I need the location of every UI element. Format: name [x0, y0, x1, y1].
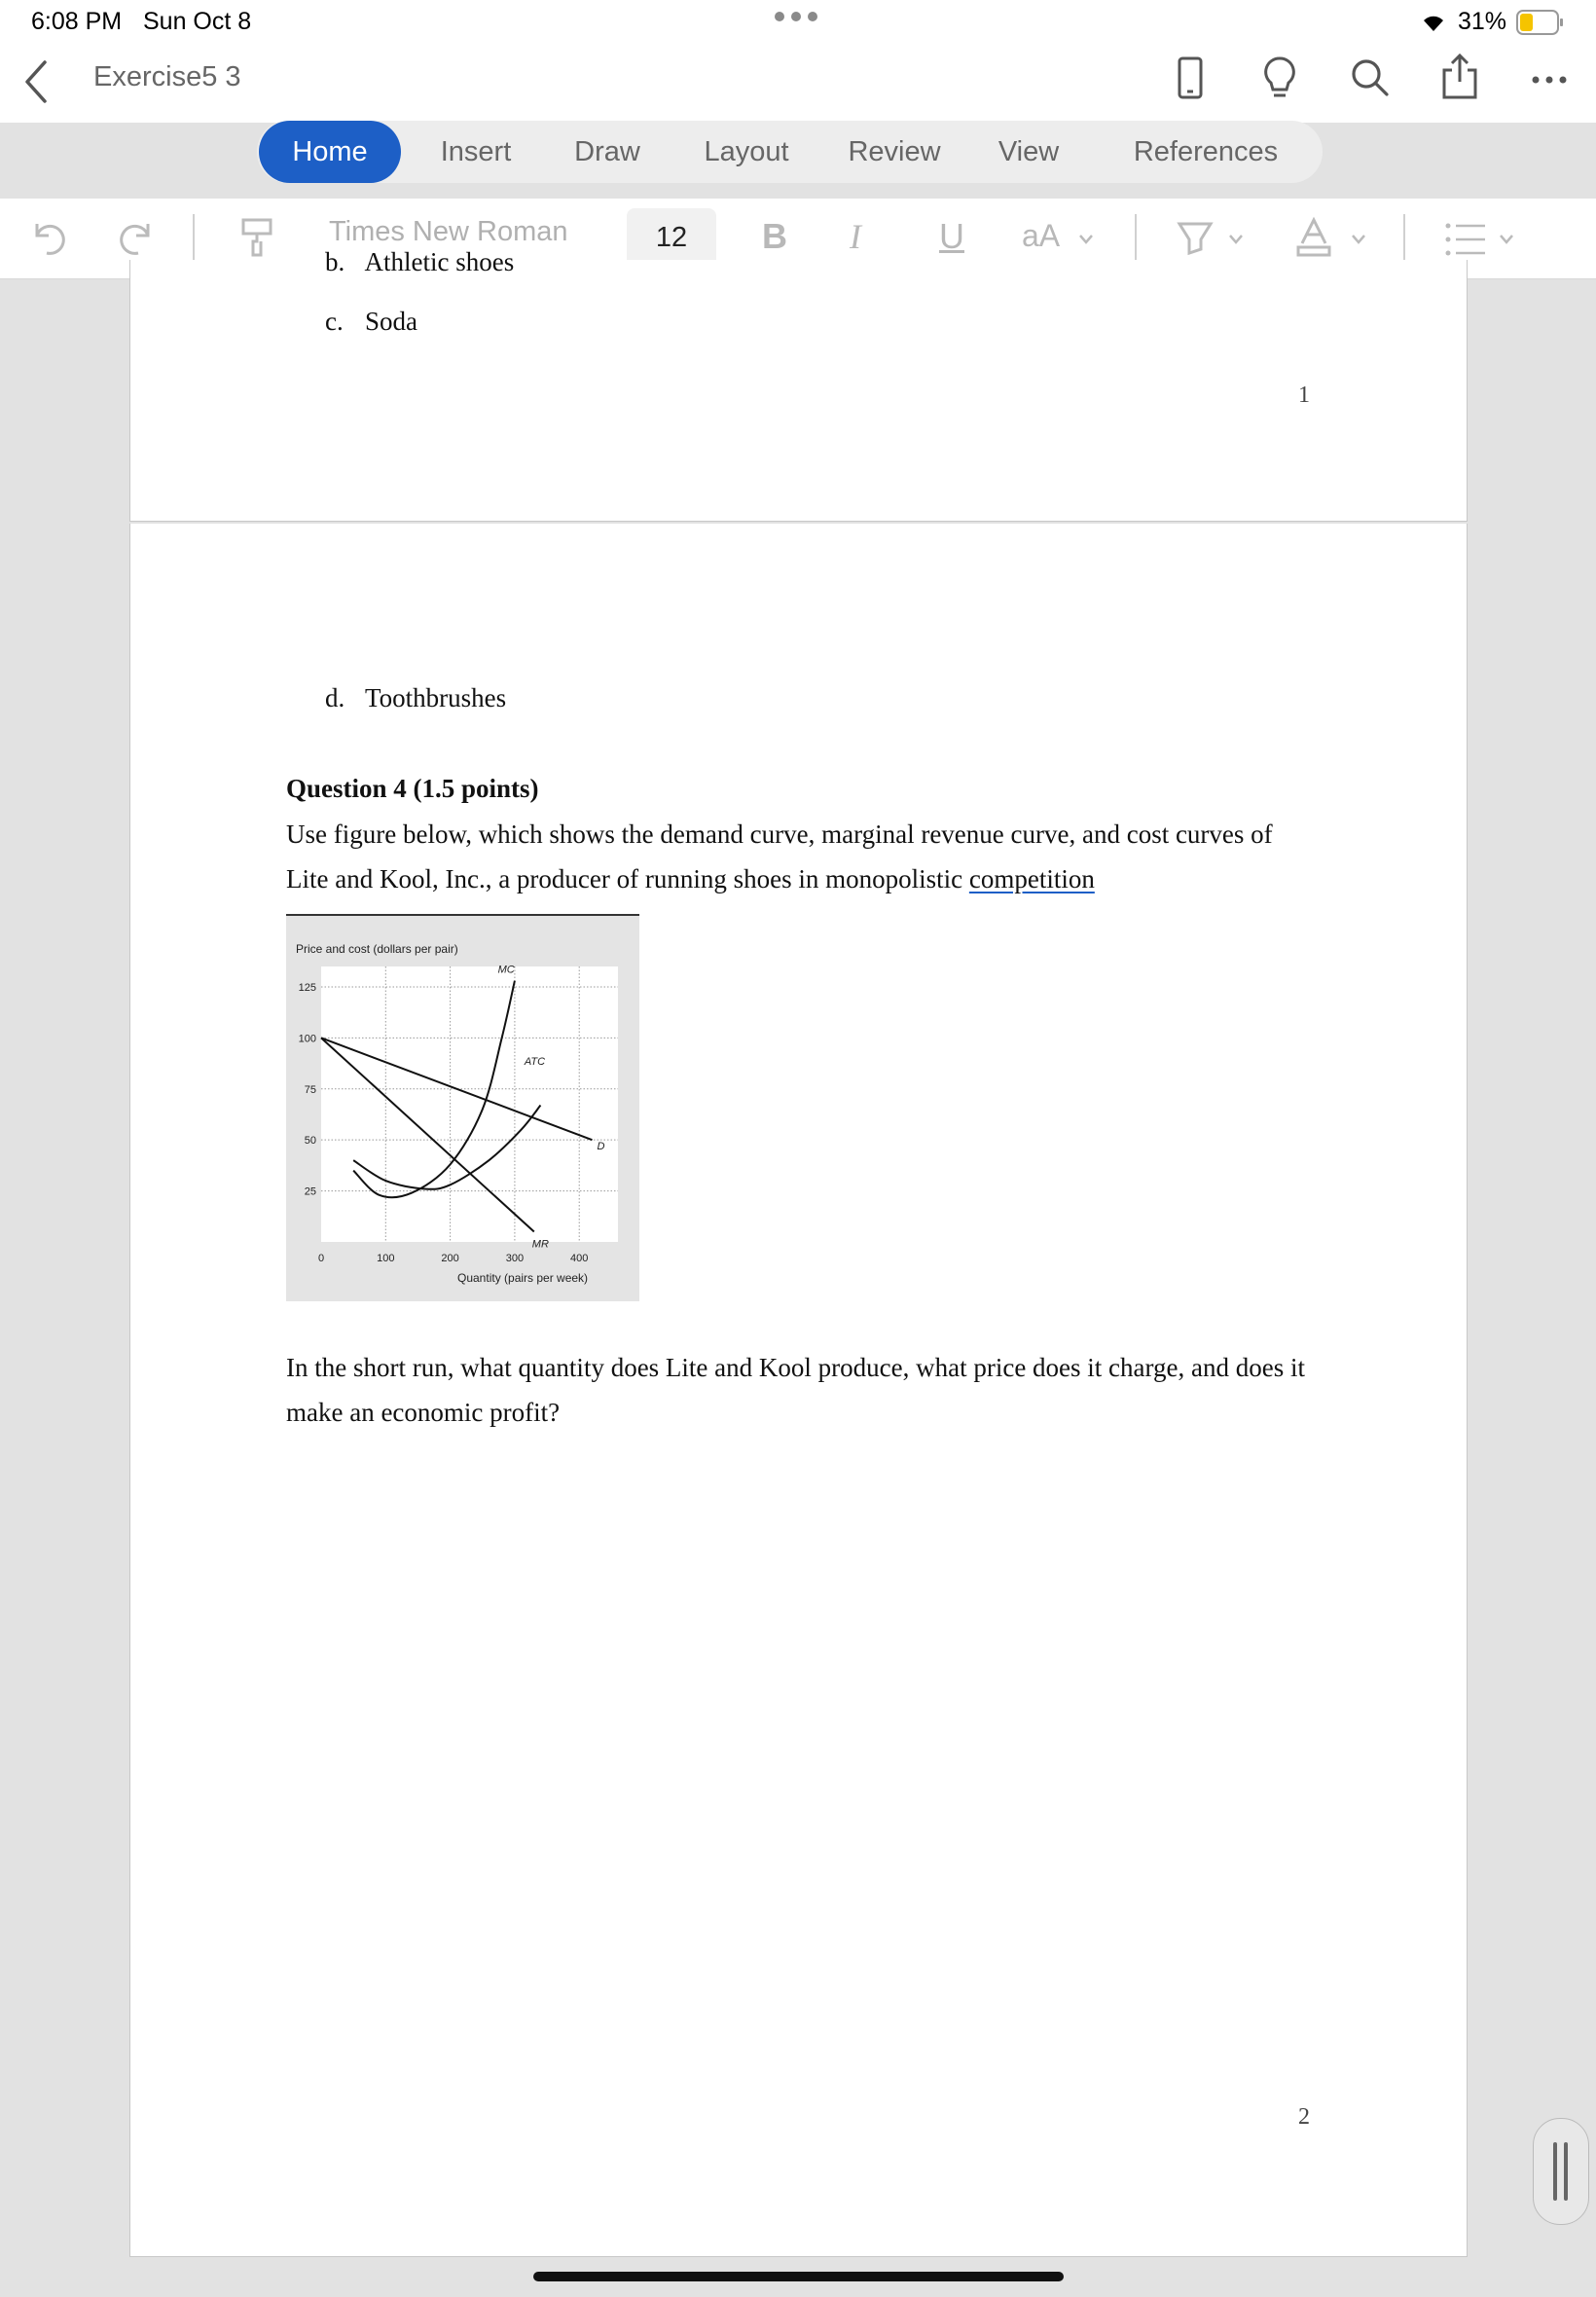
format-painter-icon[interactable]: [239, 216, 274, 259]
curve-label-d: D: [597, 1141, 605, 1153]
more-options-icon[interactable]: [1530, 70, 1569, 90]
followup-question-line: make an economic profit?: [286, 1398, 561, 1427]
toolbar-divider: [193, 214, 195, 261]
battery-icon: [1516, 10, 1565, 35]
x-tick-label: 0: [317, 1253, 325, 1264]
scroll-handle[interactable]: [1533, 2118, 1589, 2225]
status-date: Sun Oct 8: [143, 8, 252, 35]
curve-label-mc: MC: [497, 964, 515, 976]
y-tick-label: 125: [298, 981, 316, 994]
back-chevron-icon[interactable]: [21, 56, 51, 107]
curve-label-mr: MR: [531, 1238, 549, 1251]
document-title[interactable]: Exercise5 3: [93, 61, 241, 92]
wifi-icon: [1421, 12, 1446, 33]
tab-view[interactable]: View: [998, 136, 1060, 167]
y-tick-label: 50: [304, 1135, 316, 1148]
x-tick-label: 400: [570, 1253, 589, 1264]
list-item-label: d.: [325, 683, 345, 712]
document-page-2[interactable]: [129, 524, 1468, 2257]
x-tick-label: 200: [441, 1253, 459, 1264]
plot-area: [321, 966, 618, 1242]
question-heading: Question 4 (1.5 points): [286, 774, 539, 803]
bold-button[interactable]: B: [762, 216, 787, 256]
redo-icon[interactable]: [115, 216, 158, 259]
italic-button[interactable]: I: [850, 217, 861, 256]
spellcheck-word[interactable]: competition: [968, 864, 1095, 893]
font-name-selector[interactable]: Times New Roman: [329, 216, 568, 247]
tab-home[interactable]: Home: [259, 121, 401, 183]
ribbon-tab-bar: [257, 121, 1323, 183]
font-size-selector[interactable]: 12: [627, 208, 716, 267]
x-axis-label: Quantity (pairs per week): [457, 1271, 589, 1285]
x-tick-label: 100: [377, 1253, 395, 1264]
mobile-view-icon[interactable]: [1176, 55, 1205, 103]
share-icon[interactable]: [1438, 51, 1481, 103]
search-icon[interactable]: [1349, 55, 1392, 103]
chart-svg: [286, 916, 639, 1299]
tab-references[interactable]: References: [1133, 136, 1279, 167]
bullet-list-icon[interactable]: [1444, 220, 1487, 259]
home-indicator[interactable]: [533, 2272, 1064, 2281]
page-number: 2: [1298, 2104, 1310, 2130]
tab-insert[interactable]: Insert: [440, 136, 512, 167]
title-bar: [0, 43, 1596, 123]
figure-chart: [286, 914, 639, 1301]
font-color-icon[interactable]: [1294, 216, 1333, 259]
followup-question-line: In the short run, what quantity does Lite and Kool produce, what price does it charge, and does it: [286, 1353, 1305, 1382]
y-axis-label: Price and cost (dollars per pair): [296, 942, 458, 956]
battery-percent: 31%: [1458, 8, 1507, 35]
undo-icon[interactable]: [27, 216, 70, 259]
curve-label-atc: ATC: [524, 1055, 546, 1068]
tab-review[interactable]: Review: [848, 136, 941, 167]
document-page-1[interactable]: [129, 247, 1468, 522]
tab-draw[interactable]: Draw: [574, 136, 640, 167]
text-size-button[interactable]: aA: [1022, 218, 1061, 253]
y-tick-label: 25: [304, 1185, 316, 1198]
toolbar-divider: [1403, 214, 1405, 261]
highlighter-icon[interactable]: [1174, 216, 1216, 259]
y-tick-label: 75: [304, 1083, 316, 1096]
x-tick-label: 300: [505, 1253, 525, 1264]
lightbulb-icon[interactable]: [1261, 55, 1298, 103]
cut-off-text-line: b. Athletic shoes: [325, 247, 515, 276]
status-time: 6:08 PM: [31, 8, 123, 35]
multitasking-dots-icon[interactable]: [775, 12, 817, 21]
page-number: 1: [1298, 383, 1310, 408]
status-bar: [0, 0, 1596, 43]
question-text-line: Use figure below, which shows the demand curve, marginal revenue curve, and cost curves of: [286, 820, 1273, 849]
list-item-text: Toothbrushes: [365, 683, 507, 712]
chevron-down-icon[interactable]: [1078, 234, 1094, 245]
y-tick-label: 100: [298, 1033, 316, 1045]
list-item-text: Soda: [365, 307, 417, 336]
document-canvas[interactable]: [0, 247, 1596, 2297]
chevron-down-icon[interactable]: [1351, 234, 1366, 245]
chevron-down-icon[interactable]: [1499, 234, 1514, 245]
chevron-down-icon[interactable]: [1228, 234, 1244, 245]
underline-button[interactable]: U: [939, 216, 964, 256]
question-text-fragment: Lite and Kool, Inc., a producer of running shoes in monopolistic: [286, 864, 969, 893]
toolbar-divider: [1135, 214, 1137, 261]
question-text-line: [286, 864, 1095, 894]
list-item-label: c.: [325, 307, 344, 336]
tab-layout[interactable]: Layout: [704, 136, 789, 167]
